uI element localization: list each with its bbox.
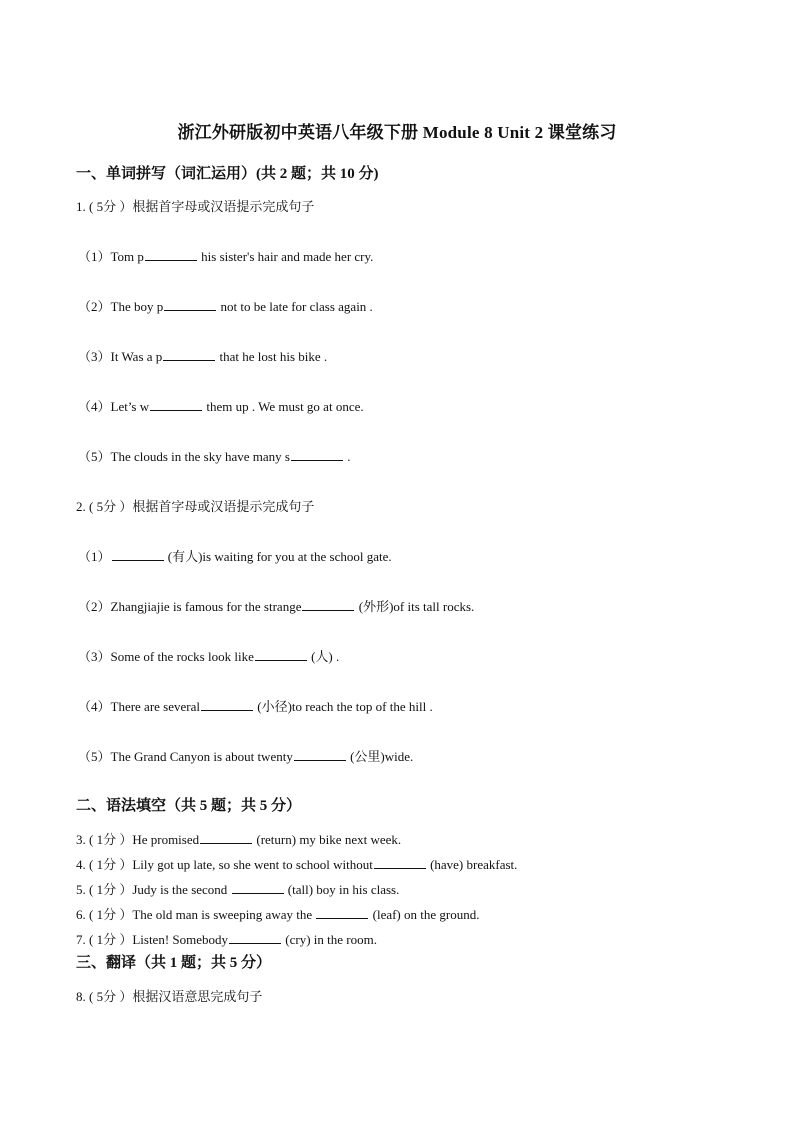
question-4-pre: 4. ( 1分 ）Lily got up late, so she went to school without bbox=[76, 857, 373, 872]
answer-blank[interactable] bbox=[200, 832, 252, 844]
q2-item-4-pre: （4）There are several bbox=[78, 699, 200, 714]
q1-item-5 bbox=[78, 446, 350, 465]
q2-item-2 bbox=[78, 596, 474, 615]
q2-item-3 bbox=[78, 646, 339, 665]
answer-blank[interactable] bbox=[255, 649, 307, 661]
question-8-label: 8. ( 5分 ）根据汉语意思完成句子 bbox=[76, 989, 263, 1004]
q2-item-3-pre: （3）Some of the rocks look like bbox=[78, 649, 254, 664]
question-3-pre: 3. ( 1分 ）He promised bbox=[76, 832, 200, 847]
q1-item-1-pre: （1）Tom p bbox=[78, 249, 144, 264]
answer-blank[interactable] bbox=[294, 749, 346, 761]
q1-item-3-post: that he lost his bike . bbox=[216, 349, 328, 364]
page-title: 浙江外研版初中英语八年级下册 Module 8 Unit 2 课堂练习 bbox=[177, 123, 617, 142]
q1-item-2 bbox=[78, 296, 373, 315]
section-3-heading: 三、翻译（共 1 题；共 5 分） bbox=[76, 955, 272, 971]
question-6-post: (leaf) on the ground. bbox=[369, 907, 480, 922]
answer-blank[interactable] bbox=[145, 249, 197, 261]
answer-blank[interactable] bbox=[291, 449, 343, 461]
answer-blank[interactable] bbox=[201, 699, 253, 711]
question-2-label: 2. ( 5分 ）根据首字母或汉语提示完成句子 bbox=[76, 499, 315, 514]
answer-blank[interactable] bbox=[302, 599, 354, 611]
answer-blank[interactable] bbox=[229, 932, 281, 944]
q1-item-1-post: his sister's hair and made her cry. bbox=[197, 249, 374, 264]
question-5 bbox=[76, 879, 399, 898]
question-4 bbox=[76, 854, 517, 873]
question-3 bbox=[76, 829, 401, 848]
q2-item-5-post: (公里)wide. bbox=[346, 749, 414, 764]
q2-item-1-post: (有人)is waiting for you at the school gate. bbox=[164, 549, 392, 564]
q2-item-1-pre: （1） bbox=[78, 549, 111, 564]
q2-item-3-post: (人) . bbox=[307, 649, 340, 664]
q1-item-2-pre: （2）The boy p bbox=[78, 299, 164, 314]
answer-blank[interactable] bbox=[150, 399, 202, 411]
question-1-label: 1. ( 5分 ）根据首字母或汉语提示完成句子 bbox=[76, 199, 315, 214]
answer-blank[interactable] bbox=[163, 349, 215, 361]
question-3-post: (return) my bike next week. bbox=[253, 832, 402, 847]
q2-item-5-pre: （5）The Grand Canyon is about twenty bbox=[78, 749, 293, 764]
question-7-pre: 7. ( 1分 ）Listen! Somebody bbox=[76, 932, 229, 947]
q2-item-5 bbox=[78, 746, 413, 765]
question-6-pre: 6. ( 1分 ）The old man is sweeping away the bbox=[76, 907, 316, 922]
q2-item-1 bbox=[78, 546, 392, 565]
answer-blank[interactable] bbox=[232, 882, 284, 894]
q2-item-2-pre: （2）Zhangjiajie is famous for the strange bbox=[78, 599, 302, 614]
q1-item-5-post: . bbox=[343, 449, 351, 464]
q1-item-4 bbox=[78, 396, 364, 415]
answer-blank[interactable] bbox=[316, 907, 368, 919]
question-6 bbox=[76, 904, 479, 923]
section-2-heading: 二、语法填空（共 5 题；共 5 分） bbox=[76, 798, 302, 814]
question-7-post: (cry) in the room. bbox=[282, 932, 377, 947]
question-7 bbox=[76, 929, 377, 948]
answer-blank[interactable] bbox=[112, 549, 164, 561]
q1-item-1 bbox=[78, 246, 373, 265]
question-5-pre: 5. ( 1分 ）Judy is the second bbox=[76, 882, 231, 897]
answer-blank[interactable] bbox=[374, 857, 426, 869]
q1-item-4-post: them up . We must go at once. bbox=[203, 399, 364, 414]
q2-item-2-post: (外形)of its tall rocks. bbox=[355, 599, 475, 614]
question-4-post: (have) breakfast. bbox=[426, 857, 518, 872]
q1-item-2-post: not to be late for class again . bbox=[217, 299, 373, 314]
section-1-heading: 一、单词拼写（词汇运用）(共 2 题；共 10 分) bbox=[76, 166, 379, 182]
q1-item-3 bbox=[78, 346, 327, 365]
q2-item-4-post: (小径)to reach the top of the hill . bbox=[254, 699, 433, 714]
answer-blank[interactable] bbox=[164, 299, 216, 311]
question-5-post: (tall) boy in his class. bbox=[284, 882, 400, 897]
q2-item-4 bbox=[78, 696, 433, 715]
q1-item-4-pre: （4）Let’s w bbox=[78, 399, 150, 414]
q1-item-5-pre: （5）The clouds in the sky have many s bbox=[78, 449, 290, 464]
q1-item-3-pre: （3）It Was a p bbox=[78, 349, 163, 364]
